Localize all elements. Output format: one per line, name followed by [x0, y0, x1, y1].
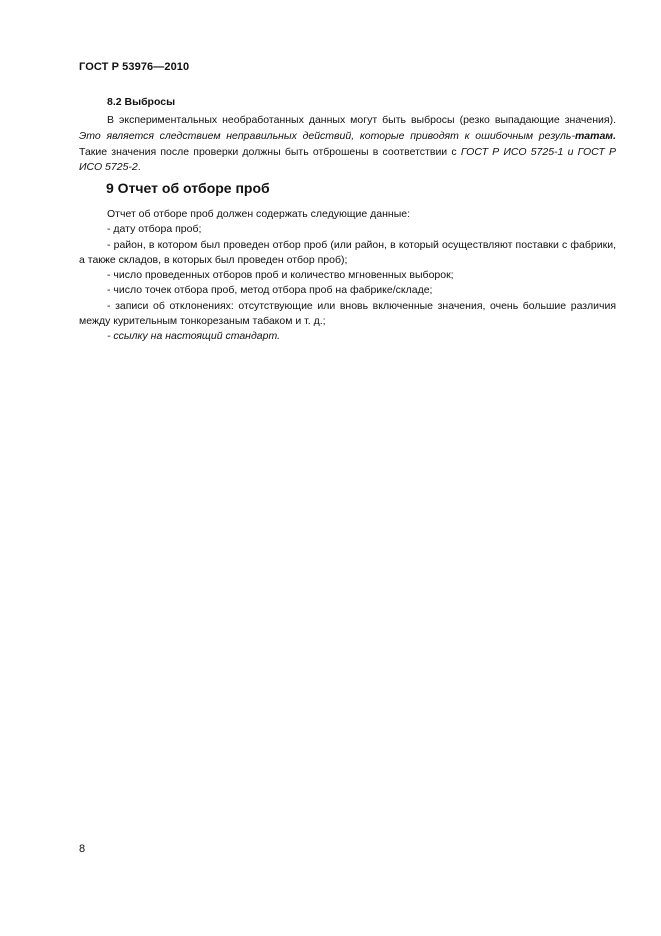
- section-9-heading: 9 Отчет об отборе проб: [106, 180, 270, 196]
- list-item: - район, в котором был проведен отбор проб (или район, в который осуществляют поставки с фабрики, а также складов, в которых был проведен отбор проб);: [79, 238, 616, 266]
- list-item: - записи об отклонениях: отсутствующие или вновь включенные значения, очень большие различия между курительным тонкорезаным табаком и т. д.;: [79, 299, 616, 328]
- standard-reference: и ГОСТ Р ИСО 5725-2: [79, 145, 617, 174]
- section-9-body: [79, 207, 616, 345]
- list-item: - число проведенных отборов проб и количество мгновенных выборок;: [107, 269, 454, 282]
- paragraph-text: В экспериментальных необработанных данных могут быть выбросы (резко выпадающие значения).: [107, 114, 616, 126]
- list-intro: Отчет об отборе проб должен содержать следующие данные:: [107, 208, 411, 220]
- section-8-2-heading: 8.2 Выбросы: [107, 96, 176, 108]
- standard-reference: ГОСТ Р ИСО 5725-1: [460, 145, 564, 158]
- section-8-2-paragraph: В экспериментальных необработанных данных могут быть выбросы (резко выпадающие значения). Это является следствием неправильных действий, которые приводят к ошибочным резуль-татам. Такие значения после проверки должны быть отброшены в соответствии с ГОСТ Р ИСО 5725-1 и ГОСТ Р ИСО 5725-2.: [79, 114, 617, 174]
- page-number: 8: [79, 843, 86, 855]
- list-item: - дату отбора проб;: [107, 223, 202, 236]
- italic-text: Это является следствием неправильных действий, которые приводят к ошибочным резуль-: [79, 129, 575, 142]
- document-code-header: ГОСТ Р 53976—2010: [79, 61, 190, 73]
- list-item: - число точек отбора проб, метод отбора проб на фабрике/складе;: [107, 284, 433, 297]
- paragraph-text: Такие значения после проверки должны быть отброшены в соответствии с: [79, 145, 461, 158]
- list-item: - ссылку на настоящий стандарт.: [107, 330, 280, 343]
- bold-italic-text: татам.: [574, 129, 616, 142]
